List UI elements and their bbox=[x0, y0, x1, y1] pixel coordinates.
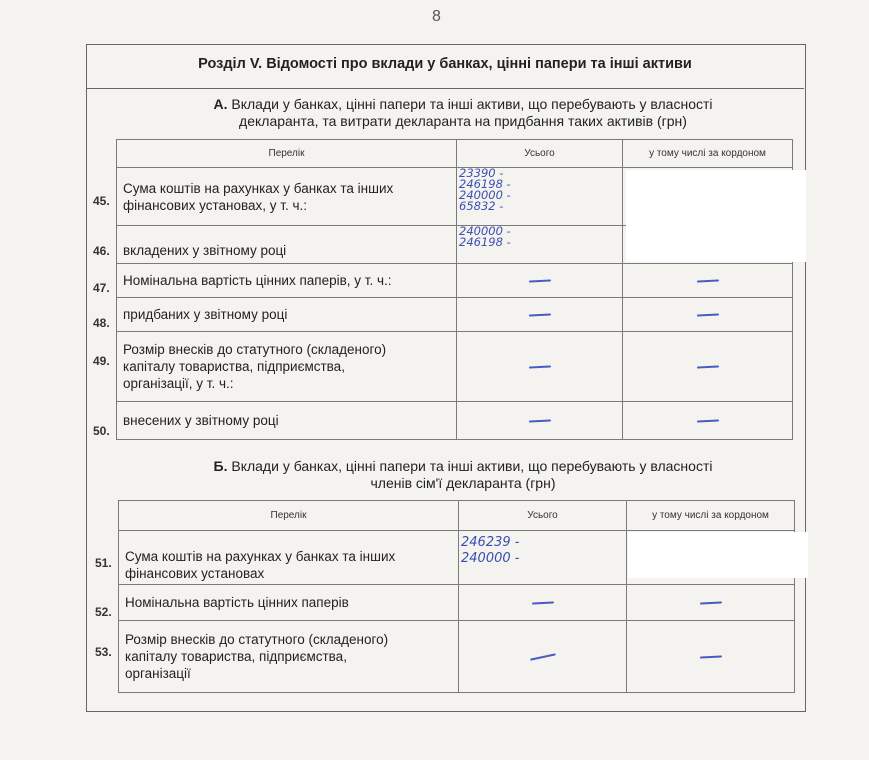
table-row bbox=[119, 621, 795, 693]
col-header-total: Усього bbox=[459, 501, 627, 531]
row-number: 53. bbox=[95, 645, 112, 659]
dash-mark bbox=[457, 402, 623, 440]
handwritten-total: 23390 - 246198 - 240000 - 65832 - bbox=[457, 168, 623, 226]
part-b-heading-line2: членів сім'ї декларанта (грн) bbox=[370, 475, 556, 491]
part-b-letter: Б. bbox=[213, 458, 228, 474]
row-label: Сума коштів на рахунках у банках та інших фінансових установах bbox=[119, 531, 459, 585]
row-number: 46. bbox=[93, 244, 110, 258]
col-header-list: Перелік bbox=[117, 140, 457, 168]
row-number: 48. bbox=[93, 316, 110, 330]
row-number: 52. bbox=[95, 605, 112, 619]
col-header-abroad: у тому числі за кордоном bbox=[623, 140, 793, 168]
row-label: Номінальна вартість цінних паперів, у т. ч.: bbox=[117, 264, 457, 298]
section-title: Розділ V. Відомості про вклади у банках, цінні папери та інші активи bbox=[198, 56, 692, 72]
col-header-total: Усього bbox=[457, 140, 623, 168]
section-header bbox=[86, 44, 804, 89]
row-number: 49. bbox=[93, 354, 110, 368]
row-label: Розмір внесків до статутного (складеного) капіталу товариства, підприємства, організації, у т. ч.: bbox=[117, 332, 457, 402]
handwritten-total: 240000 - 246198 - bbox=[457, 226, 623, 264]
table-row bbox=[117, 332, 793, 402]
dash-mark bbox=[623, 298, 793, 332]
row-number: 51. bbox=[95, 556, 112, 570]
table-part-b bbox=[118, 500, 795, 693]
row-label: Сума коштів на рахунках у банках та інших фінансових установах, у т. ч.: bbox=[117, 168, 457, 226]
part-b-heading-line1: Вклади у банках, цінні папери та інші активи, що перебувають у власності bbox=[231, 458, 713, 474]
dash-mark bbox=[627, 585, 795, 621]
row-label: Номінальна вартість цінних паперів bbox=[119, 585, 459, 621]
redaction-patch bbox=[628, 532, 808, 578]
dash-mark bbox=[457, 298, 623, 332]
dash-mark bbox=[457, 332, 623, 402]
row-label: вкладених у звітному році bbox=[117, 226, 457, 264]
col-header-abroad: у тому числі за кордоном bbox=[627, 501, 795, 531]
part-b-heading bbox=[118, 458, 808, 492]
col-header-list: Перелік bbox=[119, 501, 459, 531]
dash-mark bbox=[457, 264, 623, 298]
dash-mark bbox=[623, 332, 793, 402]
dash-mark bbox=[459, 621, 627, 693]
dash-mark bbox=[623, 264, 793, 298]
row-label: придбаних у звітному році bbox=[117, 298, 457, 332]
table-row bbox=[119, 585, 795, 621]
redaction-patch bbox=[626, 170, 806, 262]
table-row bbox=[117, 298, 793, 332]
table-row bbox=[117, 264, 793, 298]
row-number: 47. bbox=[93, 281, 110, 295]
part-a-letter: А. bbox=[213, 96, 228, 112]
page-number: 8 bbox=[432, 8, 441, 25]
dash-mark bbox=[459, 585, 627, 621]
part-a-heading bbox=[118, 96, 808, 130]
table-row bbox=[117, 402, 793, 440]
row-label: внесених у звітному році bbox=[117, 402, 457, 440]
handwritten-total: 246239 - 240000 - bbox=[459, 531, 627, 585]
row-number: 45. bbox=[93, 194, 110, 208]
part-a-heading-line2: декларанта, та витрати декларанта на придбання таких активів (грн) bbox=[239, 113, 687, 129]
part-a-heading-line1: Вклади у банках, цінні папери та інші активи, що перебувають у власності bbox=[231, 96, 713, 112]
dash-mark bbox=[623, 402, 793, 440]
row-number: 50. bbox=[93, 424, 110, 438]
dash-mark bbox=[627, 621, 795, 693]
row-label: Розмір внесків до статутного (складеного) капіталу товариства, підприємства, організації bbox=[119, 621, 459, 693]
